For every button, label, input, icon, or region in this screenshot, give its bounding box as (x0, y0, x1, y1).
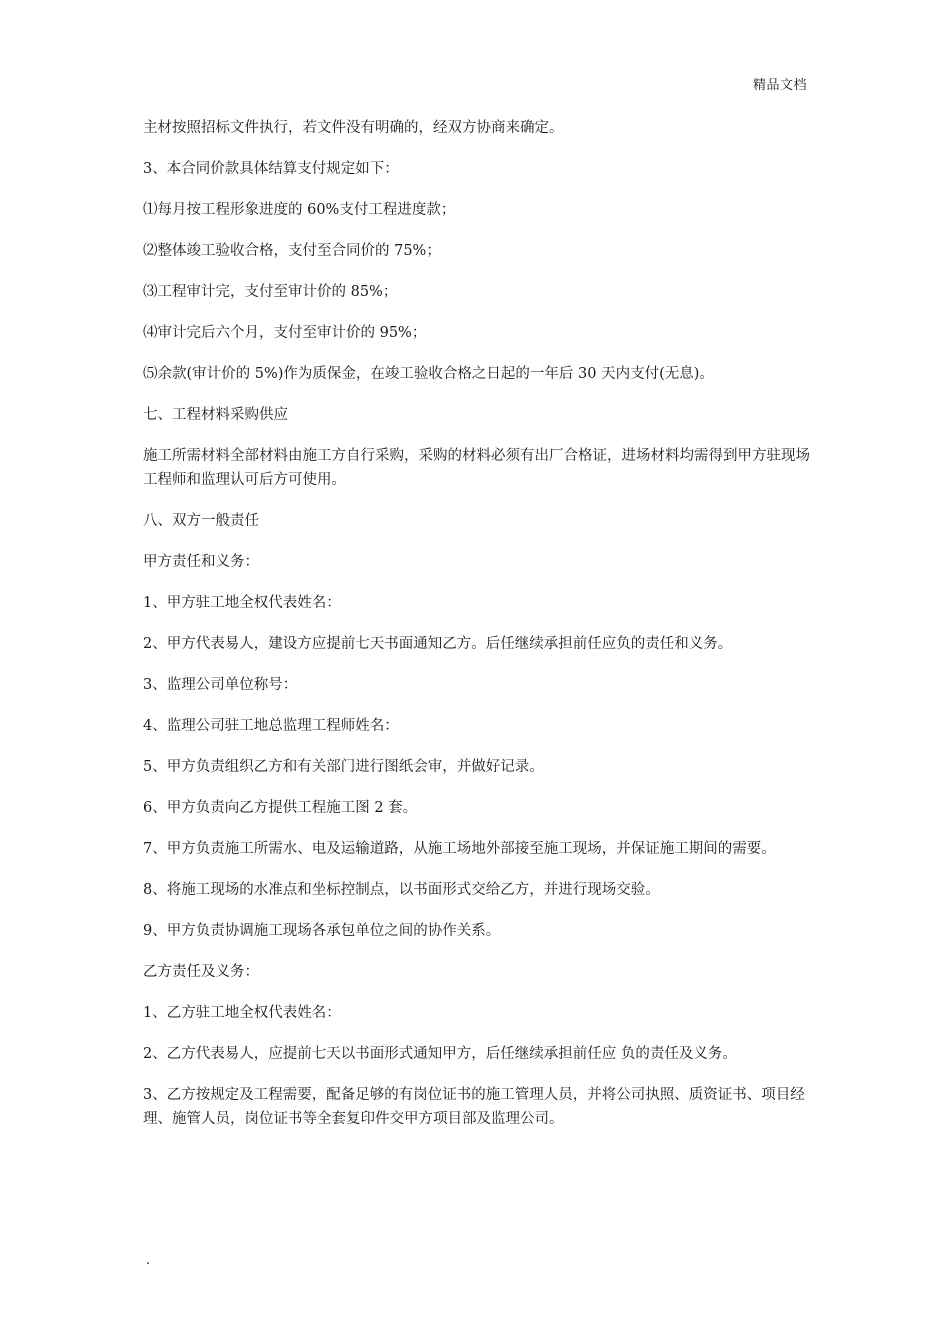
paragraph: 1、甲方驻工地全权代表姓名： (143, 595, 341, 611)
paragraph: 3、监理公司单位称号： (143, 677, 298, 693)
paragraph: ⑶工程审计完，支付至审计价的 85%； (143, 284, 398, 300)
paragraph: ⑷审计完后六个月，支付至审计价的 95%； (143, 325, 427, 341)
paragraph: 3、本合同价款具体结算支付规定如下： (143, 161, 399, 177)
page-header: 精品文档 (752, 78, 807, 93)
paragraph: 3、乙方按规定及工程需要，配备足够的有岗位证书的施工管理人员，并将公司执照、质资证书、项目经理、施管人员，岗位证书等全套复印件交甲方项目部及监理公司。 (143, 1087, 805, 1127)
paragraph: 8、将施工现场的水准点和坐标控制点，以书面形式交给乙方，并进行现场交验。 (143, 882, 660, 898)
section-heading: 八、双方一般责任 (143, 513, 259, 529)
paragraph: 2、甲方代表易人，建设方应提前七天书面通知乙方。后任继续承担前任应负的责任和义务。 (143, 636, 733, 652)
subsection-heading: 乙方责任及义务： (143, 964, 259, 980)
paragraph: 7、甲方负责施工所需水、电及运输道路，从施工场地外部接至施工现场，并保证施工期间的需要。 (143, 841, 776, 857)
paragraph: 6、甲方负责向乙方提供工程施工图 2 套。 (143, 800, 418, 816)
section-heading: 七、工程材料采购供应 (143, 407, 288, 423)
paragraph: ⑴每月按工程形象进度的 60%支付工程进度款； (143, 202, 456, 218)
subsection-heading: 甲方责任和义务： (143, 554, 259, 570)
paragraph: 主材按照招标文件执行，若文件没有明确的，经双方协商来确定。 (143, 120, 564, 136)
paragraph: ⑵整体竣工验收合格，支付至合同价的 75%； (143, 243, 441, 259)
document-body (143, 116, 811, 1148)
paragraph: 2、乙方代表易人，应提前七天以书面形式通知甲方，后任继续承担前任应 负的责任及义务。 (143, 1046, 737, 1062)
paragraph: 施工所需材料全部材料由施工方自行采购，采购的材料必须有出厂合格证，进场材料均需得到甲方驻现场工程师和监理认可后方可使用。 (143, 448, 810, 488)
paragraph: 9、甲方负责协调施工现场各承包单位之间的协作关系。 (143, 923, 501, 939)
page-footer: . (146, 1253, 151, 1268)
paragraph: ⑸余款(审计价的 5%)作为质保金，在竣工验收合格之日起的一年后 30 天内支付(无息)。 (143, 366, 714, 382)
paragraph: 5、甲方负责组织乙方和有关部门进行图纸会审，并做好记录。 (143, 759, 544, 775)
paragraph: 4、监理公司驻工地总监理工程师姓名： (143, 718, 399, 734)
paragraph: 1、乙方驻工地全权代表姓名： (143, 1005, 341, 1021)
